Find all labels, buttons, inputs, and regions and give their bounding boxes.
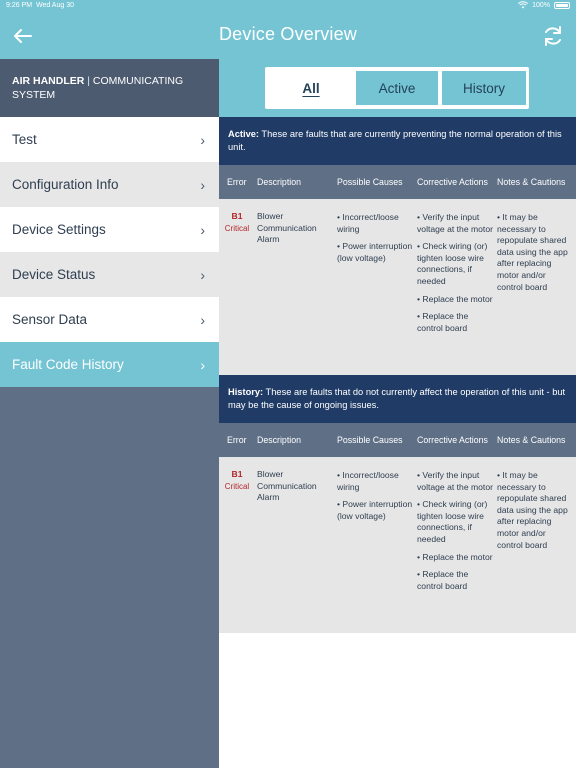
wifi-icon xyxy=(518,1,528,9)
main-panel xyxy=(219,59,576,768)
chevron-right-icon: › xyxy=(200,176,205,193)
cause-item: • Power interruption (low voltage) xyxy=(337,241,413,263)
error-code: B1 xyxy=(231,469,243,479)
active-table-header xyxy=(219,165,576,199)
column-header-error: Error xyxy=(227,435,247,445)
column-header-notes-cautions: Notes & Cautions xyxy=(497,177,566,187)
action-item: • Replace the control board xyxy=(417,311,469,333)
action-item: • Replace the control board xyxy=(417,569,469,591)
app-header xyxy=(0,14,576,59)
error-cell xyxy=(221,469,253,492)
action-item: • Replace the motor xyxy=(417,293,493,304)
fault-description: Blower Communication Alarm xyxy=(257,469,317,503)
sidebar xyxy=(0,59,219,768)
battery-icon xyxy=(554,2,570,9)
action-item: • Check wiring (or) tighten loose wire connections, if needed xyxy=(417,499,488,544)
chevron-right-icon: › xyxy=(200,311,205,328)
filter-tabs-band xyxy=(219,59,576,117)
notes-cautions: • It may be necessary to repopulate shared data using the app after replacing motor and/or control board xyxy=(497,212,568,292)
severity-badge: Critical xyxy=(224,223,250,233)
possible-causes xyxy=(337,212,413,270)
tab-active[interactable]: Active xyxy=(356,71,438,105)
sidebar-item-configuration-info[interactable] xyxy=(0,162,219,207)
cause-item: • Incorrect/loose wiring xyxy=(337,470,399,492)
sidebar-item-label: Test xyxy=(12,132,37,147)
sidebar-item-label: Sensor Data xyxy=(12,312,88,327)
sidebar-item-label: Configuration Info xyxy=(12,177,119,192)
history-description: These are faults that do not currently affect the operation of this unit - but may be the cause of ongoing issues. xyxy=(228,387,566,410)
active-description: These are faults that are currently preventing the normal operation of this unit. xyxy=(228,129,562,152)
column-header-description: Description xyxy=(257,435,302,445)
sidebar-item-label: Device Settings xyxy=(12,222,106,237)
table-row xyxy=(219,457,576,633)
corrective-actions xyxy=(417,470,493,598)
sidebar-item-test[interactable] xyxy=(0,117,219,162)
severity-badge: Critical xyxy=(224,481,250,491)
error-cell xyxy=(221,211,253,234)
sidebar-item-device-status[interactable] xyxy=(0,252,219,297)
chevron-right-icon: › xyxy=(200,131,205,148)
column-header-description: Description xyxy=(257,177,302,187)
action-item: • Replace the motor xyxy=(417,551,493,562)
chevron-right-icon: › xyxy=(200,266,205,283)
action-item: • Verify the input voltage at the motor xyxy=(417,470,493,492)
fault-description: Blower Communication Alarm xyxy=(257,211,317,245)
sidebar-item-sensor-data[interactable] xyxy=(0,297,219,342)
status-right xyxy=(518,1,570,9)
filter-segmented-control xyxy=(265,67,529,109)
active-faults-banner xyxy=(219,117,576,165)
status-time: 9:26 PM xyxy=(6,2,33,9)
status-time-date xyxy=(6,2,74,9)
battery-percent: 100% xyxy=(532,1,550,9)
refresh-icon xyxy=(540,23,566,49)
notes-cautions: • It may be necessary to repopulate shared data using the app after replacing motor and/or control board xyxy=(497,470,568,550)
sidebar-item-device-settings[interactable] xyxy=(0,207,219,252)
cause-item: • Incorrect/loose wiring xyxy=(337,212,399,234)
chevron-right-icon: › xyxy=(200,221,205,238)
status-bar xyxy=(0,0,576,14)
tab-history[interactable]: History xyxy=(442,71,526,105)
column-header-possible-causes: Possible Causes xyxy=(337,177,403,187)
column-header-possible-causes: Possible Causes xyxy=(337,435,403,445)
column-header-corrective-actions: Corrective Actions xyxy=(417,435,488,445)
sidebar-item-label: Fault Code History xyxy=(12,357,124,372)
page-title: Device Overview xyxy=(218,24,358,44)
status-date: Wed Aug 30 xyxy=(35,2,74,9)
column-header-error: Error xyxy=(227,177,247,187)
column-header-corrective-actions: Corrective Actions xyxy=(417,177,488,187)
error-code: B1 xyxy=(231,211,243,221)
table-row xyxy=(219,199,576,375)
chevron-right-icon: › xyxy=(200,356,205,373)
active-heading: Active: xyxy=(228,129,260,139)
sidebar-item-fault-code-history[interactable] xyxy=(0,342,219,387)
history-table-header xyxy=(219,423,576,457)
device-type-header xyxy=(0,59,219,117)
action-item: • Verify the input voltage at the motor xyxy=(417,212,493,234)
device-type-separator: | xyxy=(87,75,90,87)
device-type: AIR HANDLER xyxy=(12,75,85,87)
action-item: • Check wiring (or) tighten loose wire connections, if needed xyxy=(417,241,488,286)
device-subtype: COMMUNICATING SYSTEM xyxy=(12,75,184,101)
corrective-actions xyxy=(417,212,493,340)
tab-all[interactable]: All xyxy=(302,80,320,96)
possible-causes xyxy=(337,470,413,528)
cause-item: • Power interruption (low voltage) xyxy=(337,499,413,521)
sidebar-item-label: Device Status xyxy=(12,267,96,282)
history-heading: History: xyxy=(228,387,264,397)
refresh-button[interactable] xyxy=(540,23,566,49)
history-faults-banner xyxy=(219,375,576,423)
column-header-notes-cautions: Notes & Cautions xyxy=(497,435,566,445)
